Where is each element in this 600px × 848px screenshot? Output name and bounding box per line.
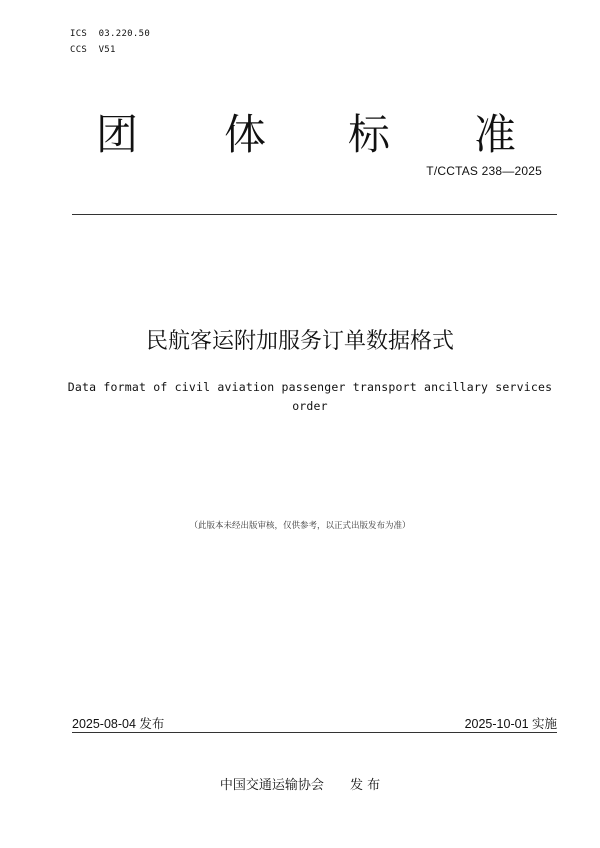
publisher-name: 中国交通运输协会 <box>219 778 324 793</box>
publisher-line <box>0 774 600 793</box>
implement-date: 2025-10-01 实施 <box>464 717 557 731</box>
bottom-divider <box>72 732 557 733</box>
publish-date: 2025-08-04 发布 <box>72 717 165 731</box>
top-divider <box>72 214 557 215</box>
title-english: Data format of civil aviation passenger transport ancillary services order <box>67 380 553 413</box>
standard-type-char-1: 团 <box>96 110 139 159</box>
ics-code: ICS 03.220.50 <box>70 29 151 39</box>
standard-number: T/CCTAS 238—2025 <box>426 164 542 178</box>
standard-type-char-4: 准 <box>474 110 517 159</box>
title-chinese: 民航客运附加服务订单数据格式 <box>145 329 454 354</box>
standard-type-char-3: 标 <box>348 110 391 159</box>
ccs-code: CCS V51 <box>70 45 116 55</box>
standard-type-char-2: 体 <box>224 110 267 159</box>
draft-notice: （此版本未经出版审核，仅供参考，以正式出版发布为准） <box>189 521 411 531</box>
publisher-action: 发 布 <box>349 778 381 793</box>
